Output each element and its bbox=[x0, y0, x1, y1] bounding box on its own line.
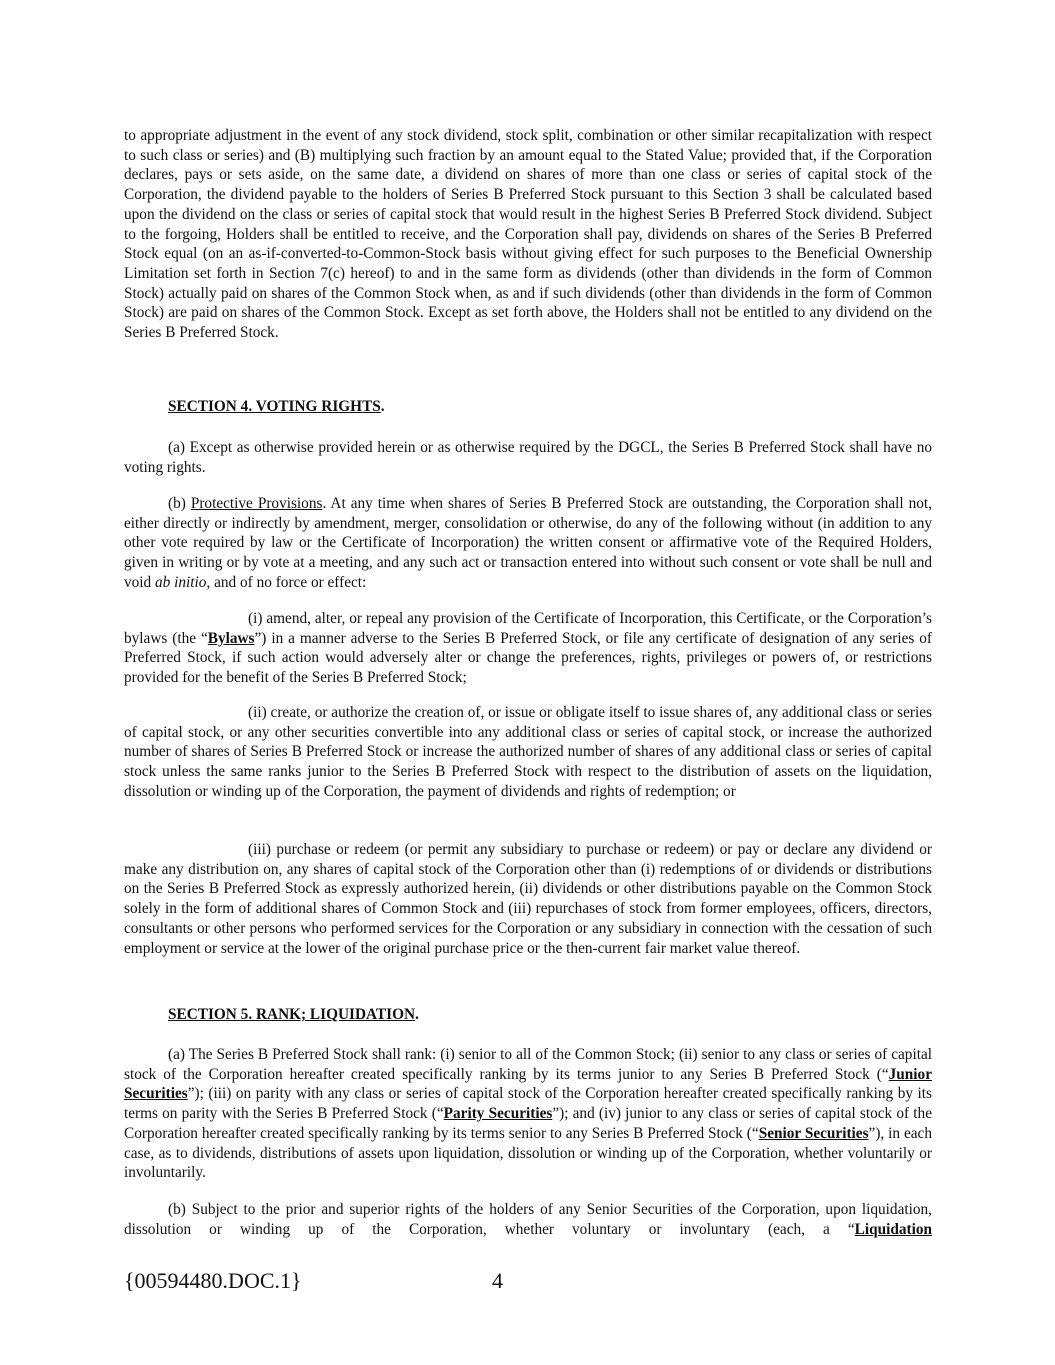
defined-term-bylaws: Bylaws bbox=[207, 629, 255, 647]
para-a-text-3: ”); and (iv) junior to any class or series of capital stock of the Corporation hereafter created specifically ranking by its terms senior to any Series B Preferred Stock (“ bbox=[124, 1105, 932, 1142]
para-a-text-4: ”), in each case, as to dividends, distributions of assets upon liquidation, dissolution or winding up of the Corporation, whether voluntarily or involuntarily. bbox=[124, 1124, 932, 1182]
protective-provisions-title: Protective Provisions bbox=[190, 495, 323, 512]
section-5-para-a bbox=[124, 1045, 932, 1183]
item-i-text-2: ”) in a manner adverse to the Series B Preferred Stock, or file any certificate of designation of any series of Preferred Stock, if such action would adversely alter or change the preferences, rights, privileges or powers of, or restrictions provided for the benefit of the Series B Preferred Stock; bbox=[124, 629, 932, 687]
para-a-text-1: (a) The Series B Preferred Stock shall rank: (i) senior to all of the Common Stock; (ii) senior to any class or series of capital stock of the Corporation hereafter created specifically ranking by its terms junior to any Series B Preferred Stock (“ bbox=[124, 1046, 932, 1083]
para-b-text: (b) Subject to the prior and superior rights of the holders of any Senior Securities of the Corporation, upon liquidation, dissolution or winding up of the Corporation, whether voluntary or involuntary (each, a “ bbox=[124, 1201, 932, 1238]
section-4-heading bbox=[168, 398, 385, 416]
section-4-item-i bbox=[124, 609, 932, 688]
paragraph-dividends-continued: to appropriate adjustment in the event of any stock dividend, stock split, combination or other similar recapitalization with respect to such class or series) and (B) multiplying such fraction by an amount equal to the Stated Value; provided that, if the Corporation declares, pays or sets aside, on the same date, a dividend on shares of more than one class or series of capital stock of the Corporation, the dividend payable to the holders of Series B Preferred Stock pursuant to this Section 3 shall be calculated based upon the dividend on the class or series of capital stock that would result in the highest Series B Preferred Stock dividend. Subject to the forgoing, Holders shall be entitled to receive, and the Corporation shall pay, dividends on shares of the Series B Preferred Stock equal (on an as-if-converted-to-Common-Stock basis without giving effect for such purposes to the Beneficial Ownership Limitation set forth in Section 7(c) hereof) to and in the same form as dividends (other than dividends in the form of Common Stock) actually paid on shares of the Common Stock when, as and if such dividends (other than dividends in the form of Common Stock) are paid on shares of the Common Stock. Except as set forth above, the Holders shall not be entitled to any dividend on the Series B Preferred Stock. bbox=[124, 127, 932, 342]
section-4-para-b bbox=[124, 494, 932, 593]
section-5-heading-text: SECTION 5. RANK; LIQUIDATION bbox=[168, 1006, 416, 1023]
defined-term-liquidation: Liquidation bbox=[854, 1220, 932, 1238]
section-4-item-iii: (iii) purchase or redeem (or permit any subsidiary to purchase or redeem) or pay or declare any dividend or make any distribution on, any shares of capital stock of the Corporation other than (i) redemptions of or dividends or distributions on the Series B Preferred Stock as expressly authorized herein, (ii) dividends or other distributions payable on the Common Stock solely in the form of additional shares of Common Stock and (iii) repurchases of stock from former employees, officers, directors, consultants or other persons who performed services for the Corporation or any subsidiary in connection with the cessation of such employment or service at the lower of the original purchase price or the then-current fair market value thereof. bbox=[124, 841, 932, 957]
para-b-text: . At any time when shares of Series B Preferred Stock are outstanding, the Corporation shall not, either directly or indirectly by amendment, merger, consolidation or otherwise, do any of the following without (in addition to any other vote required by law or the Certificate of Incorporation) the written consent or affirmative vote of the Required Holders, given in writing or by vote at a meeting, and any such act or transaction entered into without such consent or vote shall be null and void bbox=[124, 495, 932, 591]
section-4-heading-text: SECTION 4. VOTING RIGHTS bbox=[168, 398, 381, 415]
item-i-text: (i) amend, alter, or repeal any provision of the Certificate of Incorporation, this Certificate, or the Corporation’s bylaws (the “ bbox=[124, 610, 932, 647]
para-b-end: , and of no force or effect: bbox=[206, 573, 367, 591]
footer-page-number: 4 bbox=[492, 1268, 503, 1293]
defined-term-junior-securities: Junior Securities bbox=[124, 1065, 932, 1103]
defined-term-parity-securities: Parity Securities bbox=[443, 1105, 553, 1123]
defined-term-senior-securities: Senior Securities bbox=[758, 1124, 869, 1142]
section-4-para-a: (a) Except as otherwise provided herein or as otherwise required by the DGCL, the Series B Preferred Stock shall have no voting rights. bbox=[124, 439, 932, 476]
footer-doc-id: {00594480.DOC.1} bbox=[124, 1268, 302, 1293]
section-4-item-ii: (ii) create, or authorize the creation of, or issue or obligate itself to issue shares of, any additional class or series of capital stock, or any other securities convertible into any additional class or series of capital stock, or increase the authorized number of shares of Series B Preferred Stock or increase the authorized number of shares of any additional class or series of capital stock unless the same ranks junior to the Series B Preferred Stock with respect to the distribution of assets on the liquidation, dissolution or winding up of the Corporation, the payment of dividends and rights of redemption; or bbox=[124, 704, 932, 800]
section-5-para-b bbox=[124, 1200, 932, 1239]
para-b-prefix: (b) bbox=[168, 495, 191, 512]
heading-punct: . bbox=[415, 1006, 419, 1023]
heading-punct: . bbox=[380, 398, 385, 415]
section-5-heading bbox=[168, 1006, 419, 1024]
ab-initio-text: ab initio bbox=[155, 573, 207, 591]
para-a-text-2: ”); (iii) on parity with any class or series of capital stock of the Corporation hereafter created specifically ranking by its terms on parity with the Series B Preferred Stock (“ bbox=[124, 1085, 932, 1123]
